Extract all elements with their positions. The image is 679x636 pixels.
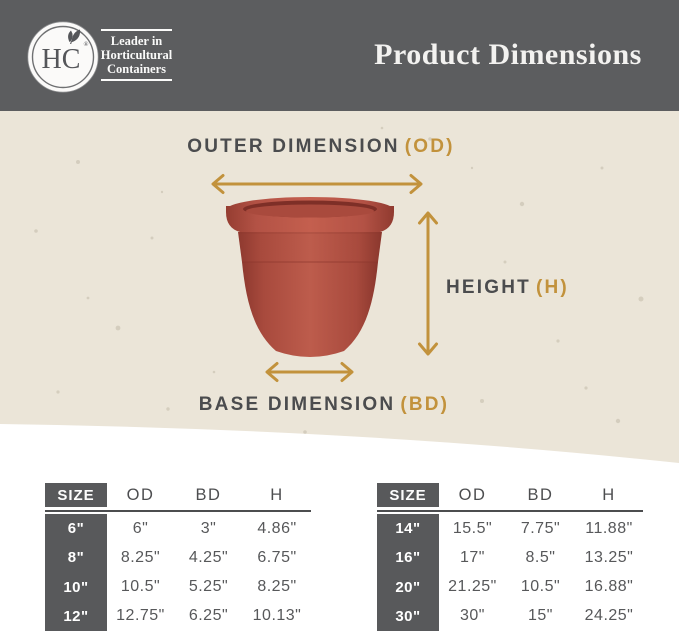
size-value: 6" (67, 520, 85, 538)
base-dimension-label: BASE DIMENSION (BD) (198, 394, 450, 415)
table-header-row (45, 483, 311, 507)
od-value: 21.25" (448, 578, 497, 596)
logo-monogram: HC (41, 44, 81, 75)
bd-value: 8.5" (525, 548, 556, 566)
size-column-header: SIZE (45, 483, 107, 507)
table-row (377, 573, 643, 602)
h-value: 10.13" (252, 607, 302, 625)
bd-value: 6.25" (188, 607, 229, 625)
table-row (45, 573, 311, 602)
size-value: 16" (395, 549, 421, 567)
od-value: 8.25" (120, 548, 161, 566)
outer-dimension-abbr: (OD) (404, 136, 455, 157)
bd-value: 3" (200, 519, 217, 537)
h-value: 13.25" (584, 548, 634, 566)
size-value: 10" (63, 578, 89, 596)
table-body (377, 514, 643, 631)
table-row (377, 514, 643, 543)
registered-mark: ® (83, 41, 89, 48)
size-column-header: SIZE (377, 483, 439, 507)
dimensions-table-large-sizes (377, 483, 643, 631)
od-value: 6" (132, 519, 149, 537)
h-value: 6.75" (257, 548, 297, 566)
size-value: 14" (395, 520, 421, 538)
badge-bottom-rule (101, 79, 172, 81)
od-value: 30" (460, 607, 485, 625)
bd-value: 4.25" (188, 548, 229, 566)
badge-top-rule (101, 29, 172, 31)
table-header-rule (377, 510, 643, 512)
od-column-header: OD (126, 485, 155, 504)
size-value: 30" (395, 607, 421, 625)
header-bar (0, 0, 679, 111)
h-value: 16.88" (584, 578, 634, 596)
table-row (377, 543, 643, 572)
bd-column-header: BD (195, 485, 222, 504)
table-header-rule (45, 510, 311, 512)
h-column-header: H (270, 485, 284, 504)
table-row (45, 514, 311, 543)
dimensions-table-small-sizes (45, 483, 311, 631)
h-value: 24.25" (584, 607, 634, 625)
table-header-row (377, 483, 643, 507)
bd-column-header: BD (527, 485, 554, 504)
size-value: 12" (63, 607, 89, 625)
table-row (377, 602, 643, 631)
h-value: 8.25" (257, 578, 297, 596)
brand-logo (27, 21, 99, 93)
bd-value: 5.25" (188, 578, 229, 596)
size-value: 8" (67, 549, 85, 567)
h-value: 4.86" (257, 519, 297, 537)
od-value: 15.5" (452, 519, 493, 537)
h-value: 11.88" (585, 519, 633, 537)
table-row (45, 543, 311, 572)
h-column-header: H (602, 485, 616, 504)
bd-value: 15" (528, 607, 553, 625)
od-column-header: OD (458, 485, 487, 504)
height-label: HEIGHT (H) (446, 277, 569, 298)
bd-value: 10.5" (520, 578, 561, 596)
table-row (45, 602, 311, 631)
page-title: Product Dimensions (374, 38, 642, 71)
height-abbr: (H) (535, 277, 569, 298)
tagline-badge (100, 29, 173, 81)
od-value: 17" (460, 548, 485, 566)
table-body (45, 514, 311, 631)
od-value: 10.5" (120, 578, 161, 596)
bd-value: 7.75" (520, 519, 561, 537)
od-value: 12.75" (116, 607, 165, 625)
size-value: 20" (395, 578, 421, 596)
outer-dimension-label: OUTER DIMENSION (OD) (187, 136, 455, 157)
base-dimension-abbr: (BD) (400, 394, 450, 415)
badge-text: Leader in Horticultural Containers (100, 34, 173, 76)
